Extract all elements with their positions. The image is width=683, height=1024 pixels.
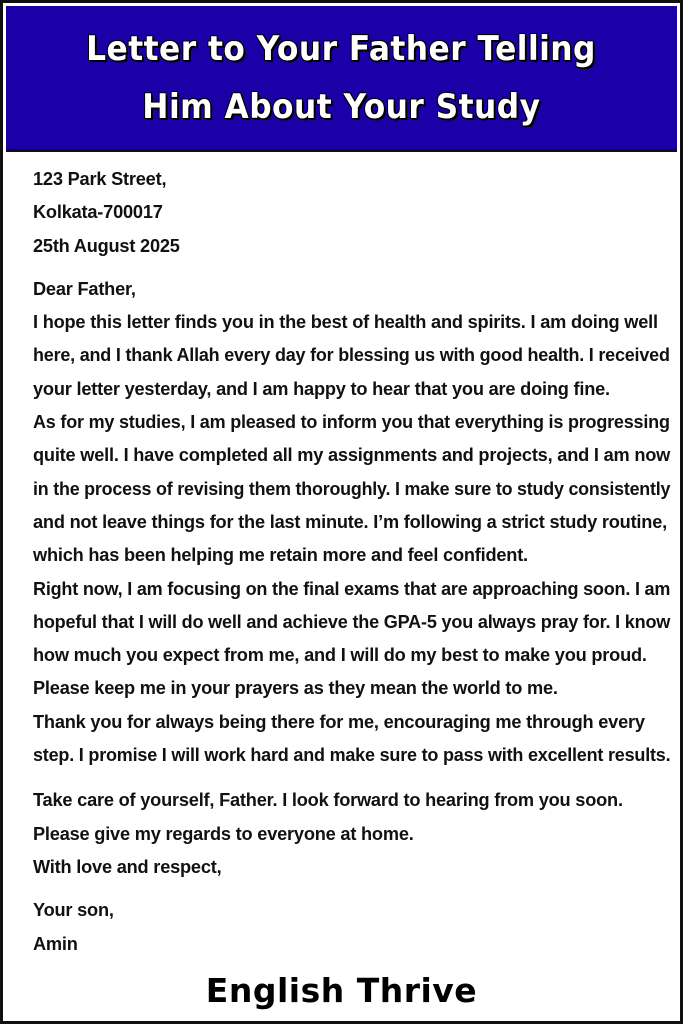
signoff: Your son, <box>33 900 114 921</box>
address-line: Kolkata-700017 <box>33 202 163 223</box>
body-line: which has been helping me retain more and feel confident. <box>33 545 528 566</box>
page-title-line-2: Him About Your Study <box>142 86 541 127</box>
body-line: I hope this letter finds you in the best of health and spirits. I am doing well <box>33 312 658 333</box>
body-line: As for my studies, I am pleased to inform you that everything is progressing <box>33 412 670 433</box>
address-line: 123 Park Street, <box>33 169 167 189</box>
body-line: Right now, I am focusing on the final exams that are approaching soon. I am <box>33 578 671 599</box>
body-line: and not leave things for the last minute. I’m following a strict study routine, <box>33 511 667 532</box>
body-line: how much you expect from me, and I will do my best to make you proud. <box>33 645 647 666</box>
closing-line: With love and respect, <box>33 856 222 877</box>
salutation: Dear Father, <box>33 278 136 299</box>
closing-line: Please give my regards to everyone at home. <box>33 823 414 844</box>
letter-body <box>33 163 671 961</box>
title-banner <box>6 6 677 152</box>
closing-line: Take care of yourself, Father. I look forward to hearing from you soon. <box>33 790 623 811</box>
letter-date: 25th August 2025 <box>33 235 180 256</box>
body-line: in the process of revising them thoroughly. I make sure to study consistently <box>33 478 671 499</box>
page-title-line-1: Letter to Your Father Telling <box>86 28 597 69</box>
signature: Amin <box>33 933 78 954</box>
body-line: quite well. I have completed all my assignments and projects, and I am now <box>33 445 671 466</box>
brand-watermark: English Thrive <box>205 971 478 1010</box>
body-line: hopeful that I will do well and achieve the GPA-5 you always pray for. I know <box>33 611 671 632</box>
body-line: here, and I thank Allah every day for blessing us with good health. I received <box>33 345 670 366</box>
body-line: Please keep me in your prayers as they mean the world to me. <box>33 678 558 699</box>
body-line: Thank you for always being there for me, encouraging me through every <box>33 711 645 732</box>
body-line: your letter yesterday, and I am happy to hear that you are doing fine. <box>33 378 610 399</box>
body-line: step. I promise I will work hard and make sure to pass with excellent results. <box>33 745 671 766</box>
